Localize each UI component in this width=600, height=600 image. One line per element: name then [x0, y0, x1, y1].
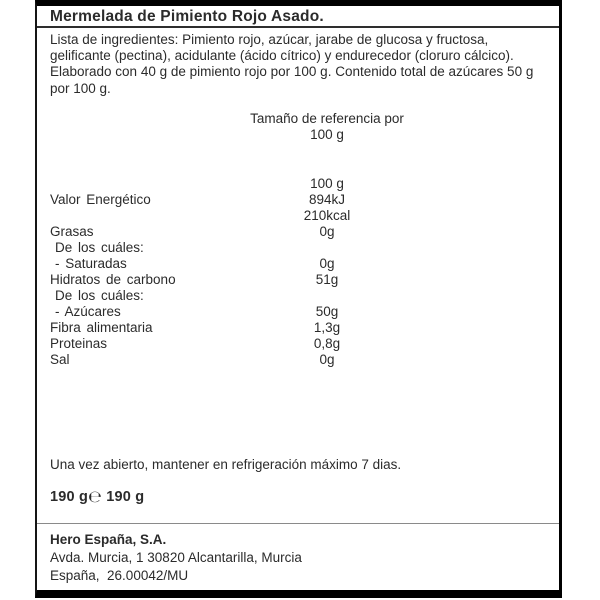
manufacturer-divider	[37, 523, 559, 524]
nutrition-value: 894kJ	[308, 192, 346, 208]
ingredients-line: Lista de ingredientes: Pimiento rojo, azúcar, jarabe de glucosa y fructosa,	[50, 32, 489, 47]
nutrition-row	[37, 352, 559, 368]
nutrition-value: 0g	[319, 352, 335, 368]
nutrition-column-header: 100 g	[310, 176, 344, 192]
nutrition-value: 1,3g	[313, 320, 341, 336]
nutrition-value: 0,8g	[313, 336, 341, 352]
manufacturer-block	[37, 531, 559, 584]
manufacturer-address: Avda. Murcia, 1 30820 Alcantarilla, Murcia	[50, 550, 302, 566]
net-weight-value2: 190 g	[106, 489, 145, 506]
manufacturer-name: Hero España, S.A.	[50, 532, 167, 548]
nutrition-value	[242, 288, 412, 304]
manufacturer-country-regno: España, 26.00042/MU	[50, 567, 189, 583]
reference-size-line2: 100 g	[310, 127, 344, 143]
nutrition-value: 0g	[319, 256, 335, 272]
reference-size-header	[242, 111, 412, 143]
nutrition-label: - Saturadas	[55, 256, 127, 272]
reference-size-line1: Tamaño de referencia por	[250, 110, 404, 126]
nutrition-row	[37, 320, 559, 336]
nutrition-row	[37, 256, 559, 272]
nutrition-value: 50g	[315, 304, 339, 320]
ingredients-line: Elaborado con 40 g de pimiento rojo por 100 g. Contenido total de azúcares 50 g	[50, 64, 534, 80]
nutrition-row	[37, 224, 559, 240]
nutrition-label: De los cuáles:	[55, 240, 144, 256]
nutrition-row	[37, 304, 559, 320]
ingredients-line: por 100 g.	[50, 80, 111, 96]
nutrition-value: 51g	[315, 272, 339, 288]
nutrition-label: Hidratos de carbono	[50, 272, 176, 288]
nutrition-row	[37, 192, 559, 208]
nutrition-row	[37, 240, 559, 256]
nutrition-label: - Azúcares	[55, 304, 121, 320]
product-title: Mermelada de Pimiento Rojo Asado.	[37, 6, 559, 28]
storage-note: Una vez abierto, mantener en refrigeración máximo 7 dias.	[50, 457, 402, 473]
nutrition-row	[37, 208, 559, 224]
nutrition-label: Fibra alimentaria	[50, 320, 153, 336]
estimated-sign-icon: ℮	[88, 487, 102, 507]
nutrition-row	[37, 272, 559, 288]
nutrition-label: Grasas	[50, 224, 94, 240]
ingredients-paragraph	[37, 28, 559, 97]
nutrition-table	[37, 176, 559, 368]
nutrition-label: Sal	[50, 352, 70, 368]
ingredients-line: gelificante (pectina), acidulante (ácido cítrico) y endurecedor (cloruro cálcico).	[50, 48, 514, 64]
nutrition-label	[37, 176, 242, 192]
nutrition-row	[37, 336, 559, 352]
net-weight-value1: 190 g	[50, 489, 89, 506]
net-weight	[37, 488, 559, 506]
product-label	[35, 0, 562, 598]
nutrition-label	[37, 208, 242, 224]
nutrition-value	[242, 240, 412, 256]
nutrition-label: Proteinas	[50, 336, 108, 352]
nutrition-value: 0g	[319, 224, 335, 240]
nutrition-row	[37, 288, 559, 304]
nutrition-label: Valor Energético	[50, 192, 151, 208]
nutrition-value: 210kcal	[303, 208, 351, 224]
nutrition-label: De los cuáles:	[55, 288, 144, 304]
nutrition-column-header-row	[37, 176, 559, 192]
